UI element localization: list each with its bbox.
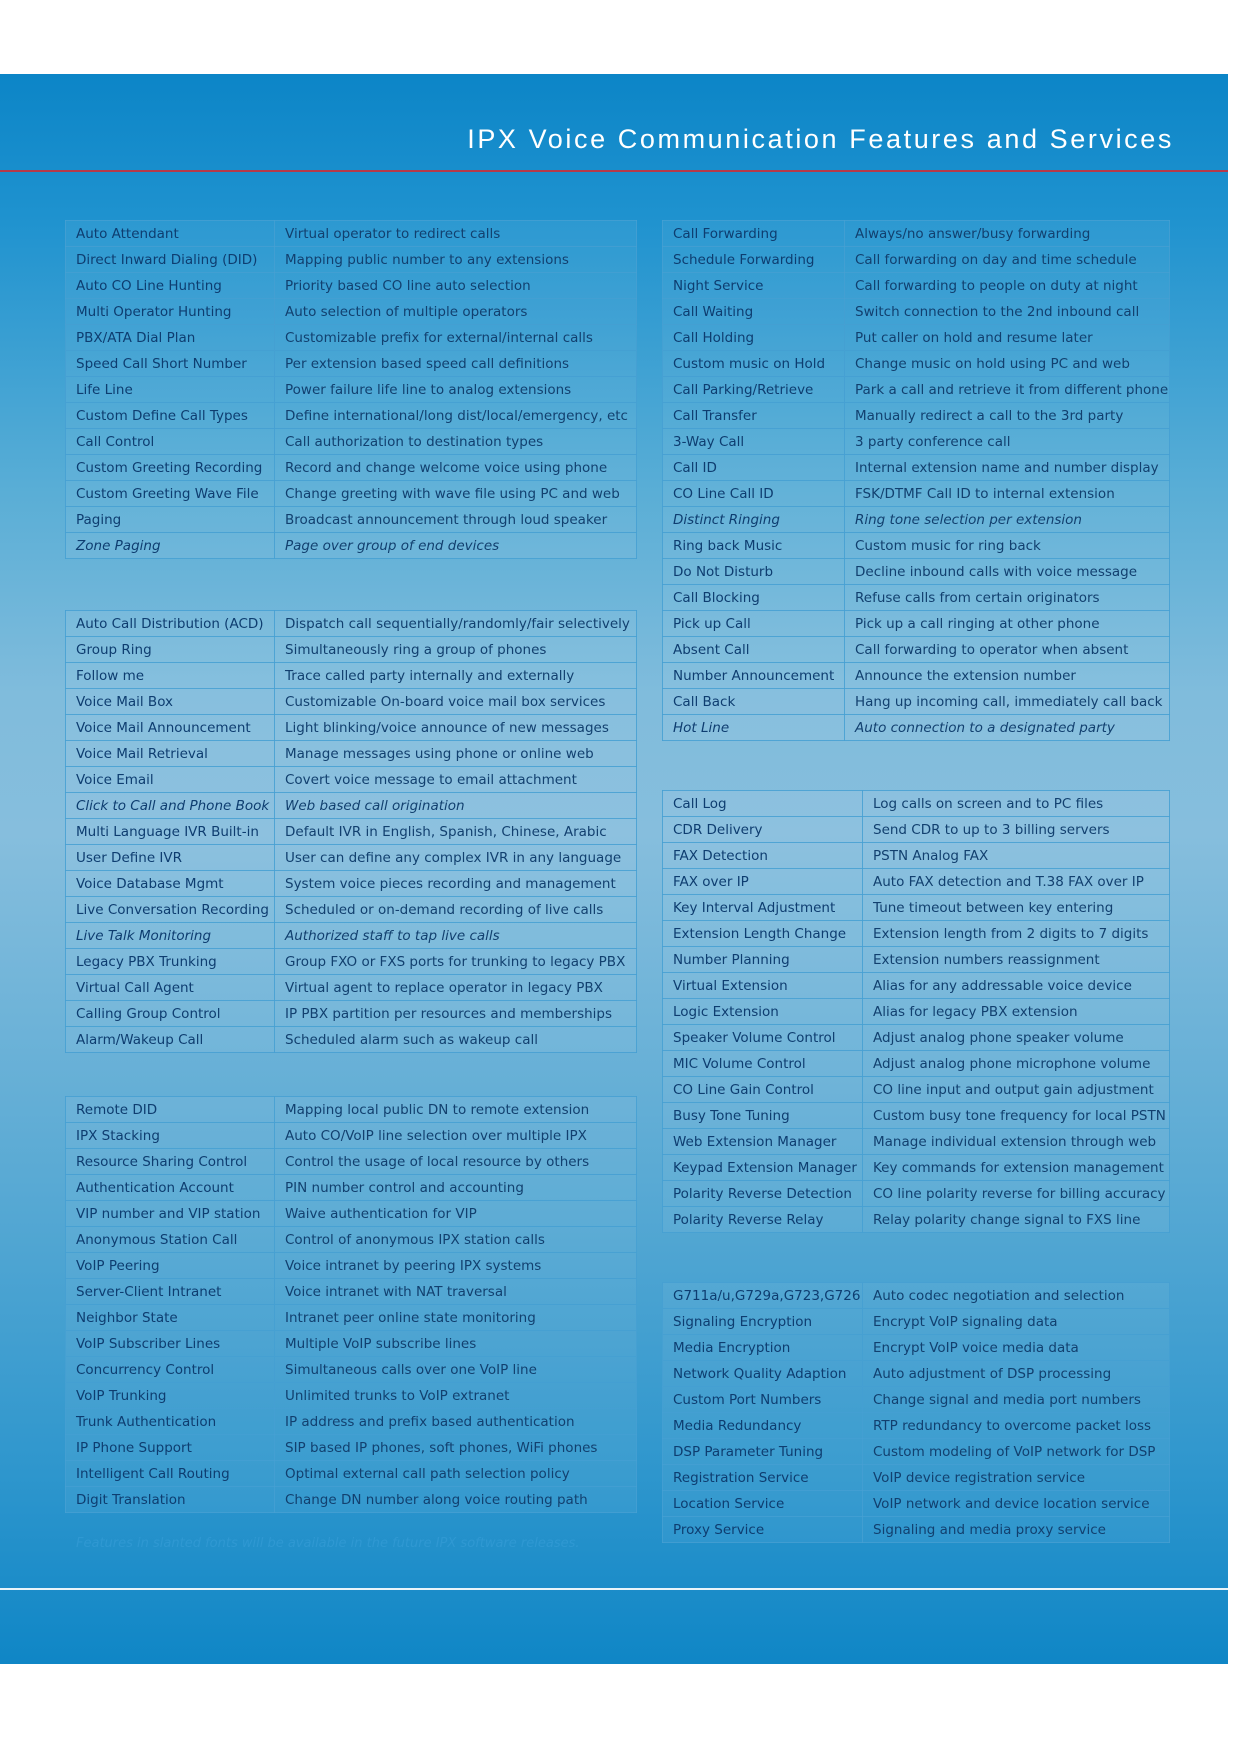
feature-name: Server-Client Intranet: [66, 1279, 275, 1305]
feature-name: VoIP Trunking: [66, 1383, 275, 1409]
feature-description: Default IVR in English, Spanish, Chinese, Arabic: [275, 819, 637, 845]
table-row: [663, 611, 1170, 637]
table-row: [66, 481, 637, 507]
table-row: [66, 1253, 637, 1279]
table-row: [663, 507, 1170, 533]
feature-name: Call Parking/Retrieve: [663, 377, 845, 403]
feature-description: Mapping local public DN to remote extension: [275, 1097, 637, 1123]
feature-name: Virtual Call Agent: [66, 975, 275, 1001]
table-row: [663, 817, 1170, 843]
feature-name: Voice Database Mgmt: [66, 871, 275, 897]
table-row: [66, 299, 637, 325]
table-row: [663, 1283, 1170, 1309]
table-row: [66, 455, 637, 481]
table-row: [663, 637, 1170, 663]
feature-name: Neighbor State: [66, 1305, 275, 1331]
table-row: [66, 1279, 637, 1305]
feature-name: Legacy PBX Trunking: [66, 949, 275, 975]
feature-name: Auto Attendant: [66, 221, 275, 247]
feature-description: SIP based IP phones, soft phones, WiFi phones: [275, 1435, 637, 1461]
feature-description: Send CDR to up to 3 billing servers: [863, 817, 1170, 843]
feature-name: Network Quality Adaption: [663, 1361, 863, 1387]
feature-description: Group FXO or FXS ports for trunking to legacy PBX: [275, 949, 637, 975]
table-row: [663, 1103, 1170, 1129]
feature-description: Custom music for ring back: [845, 533, 1170, 559]
feature-name: Schedule Forwarding: [663, 247, 845, 273]
feature-name: Call Back: [663, 689, 845, 715]
table-row: [66, 1227, 637, 1253]
feature-name: Authentication Account: [66, 1175, 275, 1201]
feature-name: DSP Parameter Tuning: [663, 1439, 863, 1465]
feature-name: IP Phone Support: [66, 1435, 275, 1461]
feature-name: Keypad Extension Manager: [663, 1155, 863, 1181]
table-row: [66, 377, 637, 403]
feature-description: Virtual operator to redirect calls: [275, 221, 637, 247]
feature-name: Auto CO Line Hunting: [66, 273, 275, 299]
feature-name: Custom Greeting Recording: [66, 455, 275, 481]
feature-name: Custom Greeting Wave File: [66, 481, 275, 507]
table-row: [66, 923, 637, 949]
feature-description: Log calls on screen and to PC files: [863, 791, 1170, 817]
feature-description: Call forwarding to people on duty at night: [845, 273, 1170, 299]
table-row: [663, 221, 1170, 247]
feature-description: Encrypt VoIP voice media data: [863, 1335, 1170, 1361]
table-row: [663, 947, 1170, 973]
table-row: [663, 1129, 1170, 1155]
feature-description: RTP redundancy to overcome packet loss: [863, 1413, 1170, 1439]
table-row: [66, 1027, 637, 1053]
feature-description: Dispatch call sequentially/randomly/fair selectively: [275, 611, 637, 637]
feature-description: Pick up a call ringing at other phone: [845, 611, 1170, 637]
table-row: [663, 1309, 1170, 1335]
table-row: [663, 351, 1170, 377]
feature-name: Call Waiting: [663, 299, 845, 325]
page-title: IPX Voice Communication Features and Services: [467, 124, 1174, 154]
feature-name: CO Line Gain Control: [663, 1077, 863, 1103]
feature-name: Auto Call Distribution (ACD): [66, 611, 275, 637]
feature-description: Unlimited trunks to VoIP extranet: [275, 1383, 637, 1409]
feature-description: Voice intranet by peering IPX systems: [275, 1253, 637, 1279]
feature-name: Zone Paging: [66, 533, 275, 559]
table-row: [663, 585, 1170, 611]
table-row: [663, 299, 1170, 325]
table-row: [66, 273, 637, 299]
feature-description: Virtual agent to replace operator in legacy PBX: [275, 975, 637, 1001]
table-row: [663, 1025, 1170, 1051]
feature-name: User Define IVR: [66, 845, 275, 871]
table-row: [66, 507, 637, 533]
feature-description: Mapping public number to any extensions: [275, 247, 637, 273]
table-row: [663, 455, 1170, 481]
feature-description: Auto connection to a designated party: [845, 715, 1170, 741]
table-row: [663, 791, 1170, 817]
feature-name: Custom Port Numbers: [663, 1387, 863, 1413]
feature-name: Signaling Encryption: [663, 1309, 863, 1335]
feature-name: Do Not Disturb: [663, 559, 845, 585]
table-row: [66, 1149, 637, 1175]
table-row: [66, 741, 637, 767]
feature-description: VoIP device registration service: [863, 1465, 1170, 1491]
feature-name: Alarm/Wakeup Call: [66, 1027, 275, 1053]
table-row: [66, 351, 637, 377]
table-row: [66, 1175, 637, 1201]
feature-name: Logic Extension: [663, 999, 863, 1025]
table-row: [663, 1439, 1170, 1465]
table-row: [663, 999, 1170, 1025]
feature-description: Record and change welcome voice using phone: [275, 455, 637, 481]
feature-description: Change signal and media port numbers: [863, 1387, 1170, 1413]
feature-name: Direct Inward Dialing (DID): [66, 247, 275, 273]
feature-description: Page over group of end devices: [275, 533, 637, 559]
feature-description: Call authorization to destination types: [275, 429, 637, 455]
feature-name: Speed Call Short Number: [66, 351, 275, 377]
feature-description: PIN number control and accounting: [275, 1175, 637, 1201]
feature-description: Light blinking/voice announce of new messages: [275, 715, 637, 741]
feature-description: Call forwarding on day and time schedule: [845, 247, 1170, 273]
feature-name: CO Line Call ID: [663, 481, 845, 507]
table-row: [663, 1387, 1170, 1413]
table-row: [663, 1207, 1170, 1233]
table-row: [66, 871, 637, 897]
feature-description: Control the usage of local resource by others: [275, 1149, 637, 1175]
feature-name: Media Encryption: [663, 1335, 863, 1361]
feature-name: Registration Service: [663, 1465, 863, 1491]
feature-table-call-features: [662, 220, 1170, 741]
feature-description: Power failure life line to analog extensions: [275, 377, 637, 403]
feature-name: Multi Operator Hunting: [66, 299, 275, 325]
table-row: [66, 767, 637, 793]
feature-description: Change greeting with wave file using PC and web: [275, 481, 637, 507]
table-row: [66, 1305, 637, 1331]
feature-description: Decline inbound calls with voice message: [845, 559, 1170, 585]
feature-name: Intelligent Call Routing: [66, 1461, 275, 1487]
table-row: [663, 273, 1170, 299]
feature-description: Define international/long dist/local/emergency, etc: [275, 403, 637, 429]
feature-description: User can define any complex IVR in any language: [275, 845, 637, 871]
feature-description: Web based call origination: [275, 793, 637, 819]
table-row: [663, 973, 1170, 999]
feature-name: 3-Way Call: [663, 429, 845, 455]
bottom-divider: [0, 1588, 1228, 1590]
feature-description: Key commands for extension management: [863, 1155, 1170, 1181]
feature-name: Proxy Service: [663, 1517, 863, 1543]
feature-description: Multiple VoIP subscribe lines: [275, 1331, 637, 1357]
table-row: [66, 845, 637, 871]
feature-description: Optimal external call path selection policy: [275, 1461, 637, 1487]
feature-name: PBX/ATA Dial Plan: [66, 325, 275, 351]
table-row: [663, 1335, 1170, 1361]
feature-name: Number Announcement: [663, 663, 845, 689]
feature-name: Call Forwarding: [663, 221, 845, 247]
table-row: [663, 559, 1170, 585]
feature-description: System voice pieces recording and management: [275, 871, 637, 897]
feature-description: Per extension based speed call definitions: [275, 351, 637, 377]
feature-name: Night Service: [663, 273, 845, 299]
feature-name: Call ID: [663, 455, 845, 481]
feature-name: Multi Language IVR Built-in: [66, 819, 275, 845]
table-row: [66, 1461, 637, 1487]
table-row: [663, 1051, 1170, 1077]
feature-name: Web Extension Manager: [663, 1129, 863, 1155]
table-row: [66, 1123, 637, 1149]
feature-name: MIC Volume Control: [663, 1051, 863, 1077]
table-row: [663, 247, 1170, 273]
feature-name: Voice Email: [66, 767, 275, 793]
feature-name: Custom Define Call Types: [66, 403, 275, 429]
table-row: [663, 325, 1170, 351]
feature-name: Concurrency Control: [66, 1357, 275, 1383]
feature-description: Hang up incoming call, immediately call back: [845, 689, 1170, 715]
feature-name: Voice Mail Announcement: [66, 715, 275, 741]
feature-description: Manually redirect a call to the 3rd party: [845, 403, 1170, 429]
feature-name: Distinct Ringing: [663, 507, 845, 533]
table-row: [663, 1491, 1170, 1517]
feature-name: CDR Delivery: [663, 817, 863, 843]
table-row: [66, 1331, 637, 1357]
table-row: [66, 1487, 637, 1513]
feature-name: Life Line: [66, 377, 275, 403]
table-row: [663, 1155, 1170, 1181]
feature-name: Extension Length Change: [663, 921, 863, 947]
feature-name: Follow me: [66, 663, 275, 689]
feature-description: Scheduled or on-demand recording of live calls: [275, 897, 637, 923]
feature-description: Encrypt VoIP signaling data: [863, 1309, 1170, 1335]
feature-description: Simultaneously ring a group of phones: [275, 637, 637, 663]
feature-name: Call Blocking: [663, 585, 845, 611]
table-row: [66, 715, 637, 741]
table-row: [663, 689, 1170, 715]
feature-description: Relay polarity change signal to FXS line: [863, 1207, 1170, 1233]
feature-description: Adjust analog phone speaker volume: [863, 1025, 1170, 1051]
feature-description: VoIP network and device location service: [863, 1491, 1170, 1517]
table-row: [66, 221, 637, 247]
feature-description: Auto adjustment of DSP processing: [863, 1361, 1170, 1387]
feature-description: Switch connection to the 2nd inbound call: [845, 299, 1170, 325]
feature-name: Resource Sharing Control: [66, 1149, 275, 1175]
feature-description: Signaling and media proxy service: [863, 1517, 1170, 1543]
title-divider: [0, 170, 1228, 172]
feature-name: Voice Mail Box: [66, 689, 275, 715]
feature-name: Group Ring: [66, 637, 275, 663]
table-row: [66, 1357, 637, 1383]
table-row: [66, 663, 637, 689]
feature-name: Live Conversation Recording: [66, 897, 275, 923]
table-row: [66, 611, 637, 637]
feature-table-acd-voicemail-ivr: [65, 610, 637, 1053]
feature-name: Hot Line: [663, 715, 845, 741]
feature-description: Custom busy tone frequency for local PSTN: [863, 1103, 1170, 1129]
table-row: [663, 429, 1170, 455]
feature-name: Voice Mail Retrieval: [66, 741, 275, 767]
feature-description: Alias for any addressable voice device: [863, 973, 1170, 999]
table-row: [663, 895, 1170, 921]
feature-name: Custom music on Hold: [663, 351, 845, 377]
feature-name: Call Log: [663, 791, 863, 817]
feature-name: G711a/u,G729a,G723,G726: [663, 1283, 863, 1309]
feature-name: Ring back Music: [663, 533, 845, 559]
feature-name: Number Planning: [663, 947, 863, 973]
feature-description: Trace called party internally and externally: [275, 663, 637, 689]
feature-name: Busy Tone Tuning: [663, 1103, 863, 1129]
feature-name: Key Interval Adjustment: [663, 895, 863, 921]
feature-description: Adjust analog phone microphone volume: [863, 1051, 1170, 1077]
table-row: [663, 1361, 1170, 1387]
feature-description: Authorized staff to tap live calls: [275, 923, 637, 949]
feature-description: Priority based CO line auto selection: [275, 273, 637, 299]
feature-description: Park a call and retrieve it from different phone: [845, 377, 1170, 403]
table-row: [663, 1413, 1170, 1439]
table-row: [66, 637, 637, 663]
feature-description: Customizable On-board voice mail box services: [275, 689, 637, 715]
table-row: [663, 1181, 1170, 1207]
table-row: [66, 897, 637, 923]
feature-description: FSK/DTMF Call ID to internal extension: [845, 481, 1170, 507]
feature-description: Simultaneous calls over one VoIP line: [275, 1357, 637, 1383]
feature-name: VIP number and VIP station: [66, 1201, 275, 1227]
table-row: [66, 819, 637, 845]
table-row: [66, 429, 637, 455]
feature-description: 3 party conference call: [845, 429, 1170, 455]
feature-description: CO line polarity reverse for billing accuracy: [863, 1181, 1170, 1207]
feature-description: Change DN number along voice routing path: [275, 1487, 637, 1513]
table-row: [663, 663, 1170, 689]
table-row: [66, 949, 637, 975]
table-row: [663, 869, 1170, 895]
table-row: [663, 921, 1170, 947]
feature-name: Call Transfer: [663, 403, 845, 429]
feature-table-voip-networking: [65, 1096, 637, 1513]
feature-name: FAX Detection: [663, 843, 863, 869]
table-row: [663, 1077, 1170, 1103]
feature-description: Covert voice message to email attachment: [275, 767, 637, 793]
feature-name: Call Control: [66, 429, 275, 455]
feature-name: Paging: [66, 507, 275, 533]
feature-name: Live Talk Monitoring: [66, 923, 275, 949]
table-row: [66, 1383, 637, 1409]
feature-description: Call forwarding to operator when absent: [845, 637, 1170, 663]
table-row: [663, 403, 1170, 429]
feature-name: FAX over IP: [663, 869, 863, 895]
table-row: [66, 533, 637, 559]
feature-name: Location Service: [663, 1491, 863, 1517]
feature-description: Broadcast announcement through loud speaker: [275, 507, 637, 533]
feature-name: Remote DID: [66, 1097, 275, 1123]
table-row: [66, 1409, 637, 1435]
feature-name: Call Holding: [663, 325, 845, 351]
future-features-footnote: Features in slanted fonts will be available in the future IPX software releases.: [76, 1536, 580, 1551]
table-row: [66, 247, 637, 273]
table-row: [663, 843, 1170, 869]
feature-name: Absent Call: [663, 637, 845, 663]
feature-description: Auto selection of multiple operators: [275, 299, 637, 325]
feature-description: Scheduled alarm such as wakeup call: [275, 1027, 637, 1053]
feature-table-basic-call-handling: [65, 220, 637, 559]
feature-description: Waive authentication for VIP: [275, 1201, 637, 1227]
feature-description: Auto CO/VoIP line selection over multiple IPX: [275, 1123, 637, 1149]
table-row: [663, 1517, 1170, 1543]
feature-description: Announce the extension number: [845, 663, 1170, 689]
table-row: [663, 377, 1170, 403]
table-row: [66, 689, 637, 715]
feature-description: Refuse calls from certain originators: [845, 585, 1170, 611]
feature-name: Polarity Reverse Relay: [663, 1207, 863, 1233]
table-row: [66, 1201, 637, 1227]
feature-description: PSTN Analog FAX: [863, 843, 1170, 869]
feature-name: Speaker Volume Control: [663, 1025, 863, 1051]
feature-description: Auto FAX detection and T.38 FAX over IP: [863, 869, 1170, 895]
table-row: [663, 1465, 1170, 1491]
feature-description: Ring tone selection per extension: [845, 507, 1170, 533]
feature-description: Voice intranet with NAT traversal: [275, 1279, 637, 1305]
feature-description: Extension numbers reassignment: [863, 947, 1170, 973]
table-row: [66, 403, 637, 429]
table-row: [663, 715, 1170, 741]
feature-description: Intranet peer online state monitoring: [275, 1305, 637, 1331]
feature-description: Internal extension name and number display: [845, 455, 1170, 481]
feature-name: Anonymous Station Call: [66, 1227, 275, 1253]
feature-description: CO line input and output gain adjustment: [863, 1077, 1170, 1103]
feature-description: Tune timeout between key entering: [863, 895, 1170, 921]
feature-name: Calling Group Control: [66, 1001, 275, 1027]
feature-description: Change music on hold using PC and web: [845, 351, 1170, 377]
feature-table-voip-media: [662, 1282, 1170, 1543]
feature-description: Alias for legacy PBX extension: [863, 999, 1170, 1025]
feature-description: Control of anonymous IPX station calls: [275, 1227, 637, 1253]
feature-description: IP address and prefix based authentication: [275, 1409, 637, 1435]
table-row: [66, 1001, 637, 1027]
feature-name: VoIP Peering: [66, 1253, 275, 1279]
feature-name: Click to Call and Phone Book: [66, 793, 275, 819]
table-row: [66, 1435, 637, 1461]
feature-name: Pick up Call: [663, 611, 845, 637]
table-row: [663, 533, 1170, 559]
table-row: [66, 975, 637, 1001]
table-row: [66, 325, 637, 351]
feature-description: Auto codec negotiation and selection: [863, 1283, 1170, 1309]
feature-description: Manage messages using phone or online web: [275, 741, 637, 767]
feature-name: VoIP Subscriber Lines: [66, 1331, 275, 1357]
feature-name: Trunk Authentication: [66, 1409, 275, 1435]
feature-name: IPX Stacking: [66, 1123, 275, 1149]
feature-name: Media Redundancy: [663, 1413, 863, 1439]
feature-description: IP PBX partition per resources and memberships: [275, 1001, 637, 1027]
feature-name: Virtual Extension: [663, 973, 863, 999]
feature-description: Manage individual extension through web: [863, 1129, 1170, 1155]
feature-description: Custom modeling of VoIP network for DSP: [863, 1439, 1170, 1465]
feature-name: Polarity Reverse Detection: [663, 1181, 863, 1207]
feature-table-system-admin: [662, 790, 1170, 1233]
table-row: [66, 793, 637, 819]
feature-description: Put caller on hold and resume later: [845, 325, 1170, 351]
feature-name: Digit Translation: [66, 1487, 275, 1513]
feature-description: Customizable prefix for external/internal calls: [275, 325, 637, 351]
feature-description: Always/no answer/busy forwarding: [845, 221, 1170, 247]
feature-description: Extension length from 2 digits to 7 digits: [863, 921, 1170, 947]
table-row: [66, 1097, 637, 1123]
table-row: [663, 481, 1170, 507]
